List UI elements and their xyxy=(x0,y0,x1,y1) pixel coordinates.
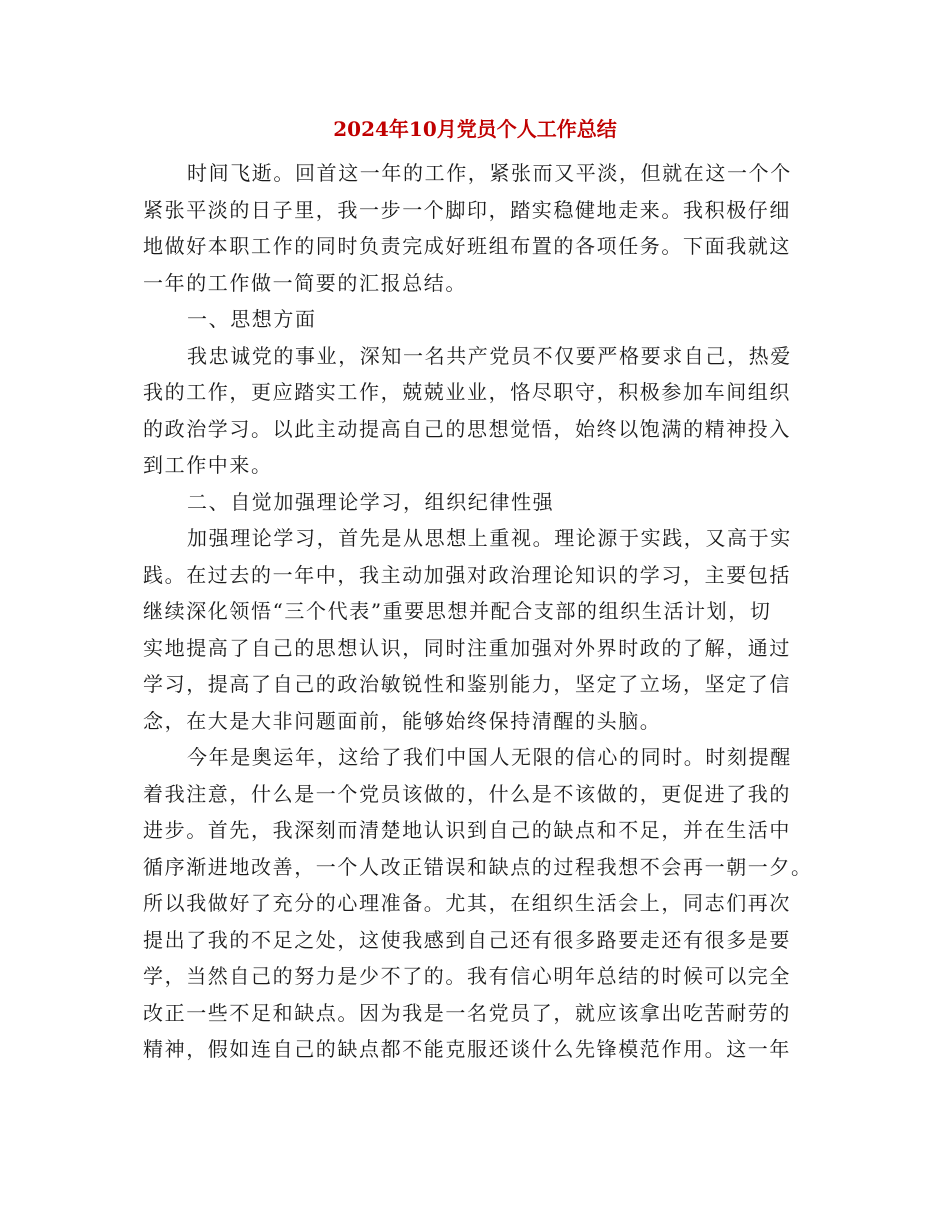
text-line: 精神，假如连自己的缺点都不能克服还谈什么先锋模范作用。这一年 xyxy=(143,1037,791,1061)
text-line: 我的工作，更应踏实工作，兢兢业业，恪尽职守，积极参加车间组织 xyxy=(143,380,791,404)
text-line: 循序渐进地改善，一个人改正错误和缺点的过程我想不会再一朝一夕。 xyxy=(143,854,813,879)
text-line: 二、自觉加强理论学习，组织纪律性强 xyxy=(187,489,555,514)
text-line: 的政治学习。以此主动提高自己的思想觉悟，始终以饱满的精神投入 xyxy=(143,416,791,441)
text-line: 一年的工作做一简要的汇报总结。 xyxy=(143,270,467,295)
text-line: 今年是奥运年，这给了我们中国人无限的信心的同时。时刻提醒 xyxy=(187,745,792,769)
text-line: 进步。首先，我深刻而清楚地认识到自己的缺点和不足，并在生活中 xyxy=(143,818,791,842)
text-line: 时间飞逝。回首这一年的工作，紧张而又平淡，但就在这一个个 xyxy=(187,161,792,185)
document-title: 2024年10月党员个人工作总结 xyxy=(333,117,617,141)
text-line: 到工作中来。 xyxy=(143,453,273,477)
text-line: 学，当然自己的努力是少不了的。我有信心明年总结的时候可以完全 xyxy=(143,964,791,988)
text-line: 紧张平淡的日子里，我一步一个脚印，踏实稳健地走来。我积极仔细 xyxy=(143,197,791,222)
text-line: 念，在大是大非问题面前，能够始终保持清醒的头脑。 xyxy=(143,708,662,733)
text-line: 地做好本职工作的同时负责完成好班组布置的各项任务。下面我就这 xyxy=(143,234,791,258)
document-body xyxy=(143,155,813,1068)
text-line: 改正一些不足和缺点。因为我是一名党员了，就应该拿出吃苦耐劳的 xyxy=(143,1000,791,1025)
text-line: 践。在过去的一年中，我主动加强对政治理论知识的学习，主要包括 xyxy=(143,562,791,587)
text-line: 提出了我的不足之处，这使我感到自己还有很多路要走还有很多是要 xyxy=(143,927,791,952)
text-line: 学习，提高了自己的政治敏锐性和鉴别能力，坚定了立场，坚定了信 xyxy=(143,672,791,696)
text-line: 继续深化领悟“三个代表”重要思想并配合支部的组织生活计划，切 xyxy=(143,599,772,623)
text-line: 一、思想方面 xyxy=(187,307,317,331)
text-line: 加强理论学习，首先是从思想上重视。理论源于实践，又高于实 xyxy=(187,526,792,550)
text-line: 所以我做好了充分的心理准备。尤其，在组织生活会上，同志们再次 xyxy=(143,891,791,915)
text-line: 实地提高了自己的思想认识，同时注重加强对外界时政的了解，通过 xyxy=(143,635,791,660)
text-line: 我忠诚党的事业，深知一名共产党员不仅要严格要求自己，热爱 xyxy=(187,343,792,368)
text-line: 着我注意，什么是一个党员该做的，什么是不该做的，更促进了我的 xyxy=(143,781,791,806)
